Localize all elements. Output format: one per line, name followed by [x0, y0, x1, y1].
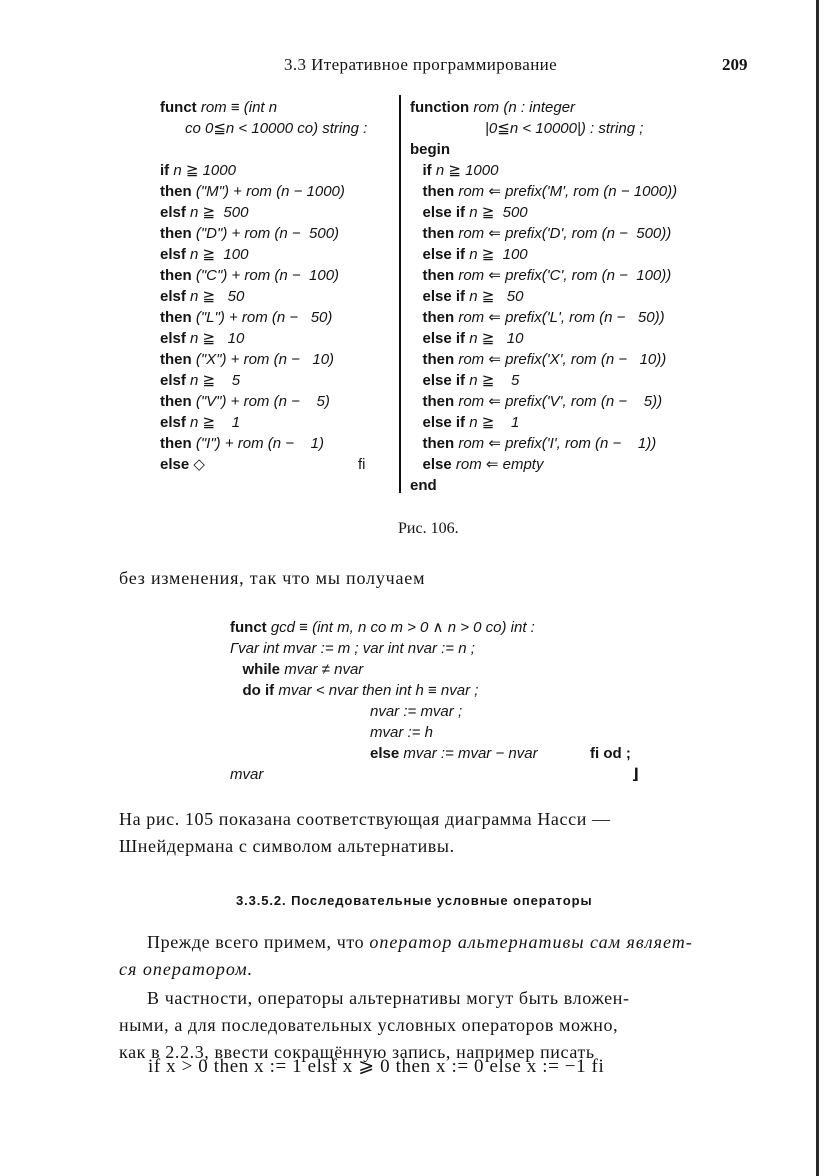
right-code-keyword: then: [410, 309, 459, 326]
right-code-keyword: then: [410, 267, 459, 284]
right-code-keyword: else if: [410, 330, 470, 347]
left-code-text: n ≧ 100: [190, 246, 249, 263]
paragraph3-line1: В частности, операторы альтернативы могут быть вложен-: [147, 988, 630, 1008]
right-code-line: [410, 433, 677, 454]
left-code-keyword: else: [160, 456, 194, 473]
right-code-line: [410, 181, 677, 202]
right-code-keyword: else if: [410, 372, 470, 389]
right-code-text: n ≧ 500: [469, 204, 528, 221]
right-code-line: [410, 370, 677, 391]
subsection-heading: 3.3.5.2. Последовательные условные операторы: [236, 893, 593, 908]
right-code-line: [410, 160, 677, 181]
left-code-keyword: elsf: [160, 414, 191, 431]
left-code-line: [160, 412, 367, 433]
gcd-line3-keyword: while: [242, 661, 285, 678]
paragraph3-line2: ными, а для последовательных условных операторов можно,: [119, 1015, 619, 1035]
right-code-line: [410, 118, 677, 139]
right-code-keyword: then: [410, 393, 459, 410]
right-code-keyword: else: [410, 456, 456, 473]
right-code-keyword: then: [410, 351, 459, 368]
right-code-keyword: else if: [410, 414, 470, 431]
gcd-line7-end: fi od ;: [590, 745, 631, 762]
right-code-keyword: else if: [410, 246, 470, 263]
right-code-text: rom ⇐ prefix('I', rom (n − 1)): [458, 435, 657, 452]
right-code-text: |0≦n < 10000|) : string ;: [410, 120, 644, 137]
gcd-line7: mvar := mvar − nvar: [403, 745, 538, 762]
right-code-keyword: else if: [410, 204, 470, 221]
left-code-text: n ≧ 1000: [173, 162, 236, 179]
left-code-text: n ≧ 5: [190, 372, 241, 389]
gcd-line8-end: ⌋: [632, 766, 639, 783]
left-code-text: ("D") + rom (n − 500): [195, 225, 340, 242]
right-code-keyword: then: [410, 435, 459, 452]
scan-edge-line: [816, 0, 819, 1176]
right-code-text: n ≧ 50: [469, 288, 524, 305]
left-code-line: [160, 181, 367, 202]
left-code-keyword: then: [160, 309, 196, 326]
right-code-text: n ≧ 10: [469, 330, 524, 347]
left-code-keyword: elsf: [160, 288, 191, 305]
paragraph2-italic2: ся оператором.: [119, 959, 254, 979]
paragraph2-start: Прежде всего примем, что: [147, 932, 370, 952]
left-code-keyword: funct: [160, 99, 201, 116]
left-code-keyword: if: [160, 162, 174, 179]
right-code-text: rom ⇐ prefix('V', rom (n − 5)): [458, 393, 663, 410]
right-code-line: [410, 223, 677, 244]
gcd-line8: mvar: [230, 766, 264, 783]
gcd-line6: mvar := h: [370, 724, 433, 741]
right-code-text: rom ⇐ prefix('X', rom (n − 10)): [458, 351, 667, 368]
right-code-text: n ≧ 1: [469, 414, 520, 431]
right-code-line: [410, 244, 677, 265]
left-code-keyword: then: [160, 393, 196, 410]
right-code-line: [410, 349, 677, 370]
right-code-keyword: begin: [410, 141, 450, 158]
right-code-text: rom ⇐ prefix('M', rom (n − 1000)): [458, 183, 678, 200]
left-code-line: [160, 97, 367, 118]
right-code-line: [410, 286, 677, 307]
paragraph3-line3: как в 2.2.3, ввести сокращённую запись, например писать: [119, 1042, 595, 1062]
right-code-text: rom ⇐ prefix('D', rom (n − 500)): [458, 225, 672, 242]
right-code-line: [410, 265, 677, 286]
gcd-line1: gcd ≡ (int m, n co m > 0 ∧ n > 0 co) int :: [270, 619, 535, 636]
figure-caption: Рис. 106.: [398, 520, 459, 537]
gcd-line7-keyword: else: [370, 745, 404, 762]
left-code-text: ("C") + rom (n − 100): [195, 267, 340, 284]
left-code-text: ("L") + rom (n − 50): [195, 309, 333, 326]
left-code-line: [160, 118, 367, 139]
left-code-text: ("M") + rom (n − 1000): [195, 183, 345, 200]
left-code-keyword: then: [160, 435, 196, 452]
left-code-text: ("I") + rom (n − 1): [195, 435, 325, 452]
left-code-text: n ≧ 500: [190, 204, 249, 221]
left-code-line: [160, 370, 367, 391]
gcd-line2: Гvar int mvar := m ; var int nvar := n ;: [230, 640, 475, 657]
figure-divider: [399, 95, 401, 493]
right-code-text: n ≧ 1000: [435, 162, 499, 179]
right-code-text: n ≧ 5: [469, 372, 520, 389]
right-code-text: rom (n : integer: [473, 99, 576, 116]
left-code-fi: fi: [358, 456, 366, 473]
left-code-line: [160, 433, 367, 454]
right-code-line: [410, 97, 677, 118]
left-code-text: ("X") + rom (n − 10): [195, 351, 335, 368]
left-code-keyword: elsf: [160, 204, 191, 221]
left-code-line: [160, 349, 367, 370]
left-code-line: [160, 454, 367, 475]
left-code-text: n ≧ 1: [190, 414, 241, 431]
gcd-line1-keyword: funct: [230, 619, 271, 636]
right-code-text: rom ⇐ empty: [455, 456, 544, 473]
right-code-keyword: end: [410, 477, 437, 494]
gcd-line4: mvar < nvar then int h ≡ nvar ;: [278, 682, 479, 699]
paragraph1-line1: На рис. 105 показана соответствующая диаграмма Насси —: [119, 809, 611, 829]
left-code-keyword: then: [160, 225, 196, 242]
left-code-line: [160, 307, 367, 328]
paragraph-nassi-shneiderman: [119, 806, 759, 860]
left-code-text: ("V") + rom (n − 5): [195, 393, 330, 410]
paragraph2-italic1: оператор альтернативы сам являет-: [369, 932, 693, 952]
paragraph-alternative-operator: [119, 929, 759, 983]
gcd-line5: nvar := mvar ;: [370, 703, 463, 720]
page-number: 209: [722, 55, 748, 74]
intro-text: без изменения, так что мы получаем: [119, 568, 426, 588]
left-code-line: [160, 265, 367, 286]
left-code-line: [160, 391, 367, 412]
right-code-keyword: then: [410, 225, 459, 242]
left-code-keyword: elsf: [160, 372, 191, 389]
left-code-keyword: elsf: [160, 330, 191, 347]
left-code-text: ◇: [193, 456, 205, 473]
right-code-line: [410, 412, 677, 433]
left-code-line: [160, 223, 367, 244]
gcd-line4-keyword: do if: [242, 682, 279, 699]
left-code-line: [160, 328, 367, 349]
right-code-line: [410, 391, 677, 412]
right-code-line: [410, 328, 677, 349]
left-code-line: [160, 139, 367, 160]
left-code-keyword: then: [160, 183, 196, 200]
left-code-text: n ≧ 50: [190, 288, 245, 305]
right-code-text: rom ⇐ prefix('L', rom (n − 50)): [458, 309, 665, 326]
left-code-line: [160, 202, 367, 223]
left-code-line: [160, 286, 367, 307]
left-code-line: [160, 160, 367, 181]
left-code-keyword: then: [160, 351, 196, 368]
left-code-keyword: then: [160, 267, 196, 284]
right-code-line: [410, 307, 677, 328]
right-code-text: n ≧ 100: [469, 246, 528, 263]
left-code-text: co 0≦n < 10000 co) string :: [160, 120, 368, 137]
right-code-text: rom ⇐ prefix('C', rom (n − 100)): [458, 267, 672, 284]
right-code-line: [410, 454, 677, 475]
right-code-listing: [410, 97, 677, 496]
running-header: 3.3 Итеративное программирование: [284, 55, 558, 74]
paragraph1-line2: Шнейдермана с символом альтернативы.: [119, 836, 455, 856]
right-code-keyword: if: [410, 162, 436, 179]
right-code-keyword: function: [410, 99, 474, 116]
left-code-line: [160, 244, 367, 265]
final-formula: if x > 0 then x := 1 elsf x ⩾ 0 then x := 0 else x := −1 fi: [148, 1056, 605, 1077]
gcd-line3: mvar ≠ nvar: [284, 661, 364, 678]
gcd-code-listing: [230, 617, 538, 785]
left-code-text: n ≧ 10: [190, 330, 245, 347]
left-code-listing: [160, 97, 367, 475]
right-code-line: [410, 475, 677, 496]
left-code-text: rom ≡ (int n: [200, 99, 278, 116]
right-code-line: [410, 202, 677, 223]
paragraph-nested-conditionals: [119, 985, 759, 1066]
right-code-keyword: else if: [410, 288, 470, 305]
left-code-keyword: elsf: [160, 246, 191, 263]
right-code-keyword: then: [410, 183, 459, 200]
right-code-line: [410, 139, 677, 160]
